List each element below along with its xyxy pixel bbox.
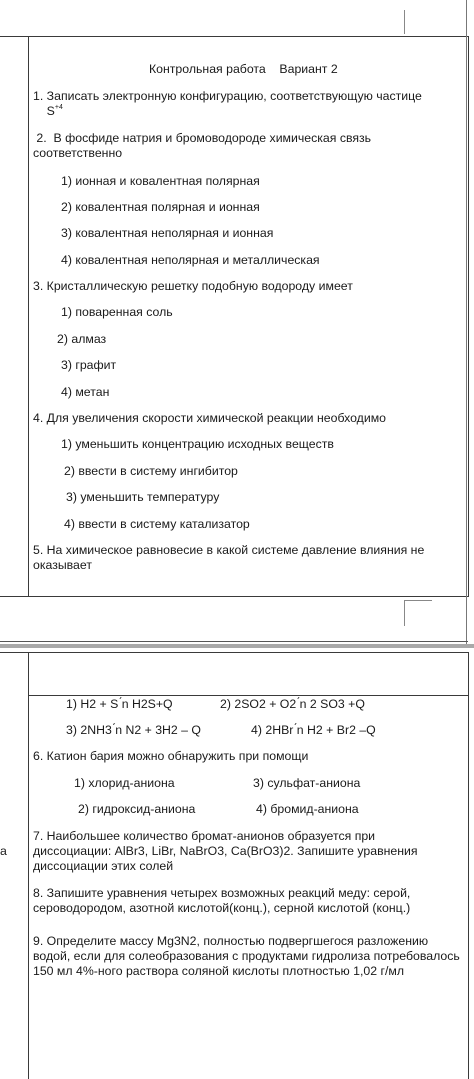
right-border xyxy=(468,652,469,1079)
q3-option-2: 2) алмаз xyxy=(57,332,107,346)
top-border xyxy=(0,652,468,653)
q4-option-4: 4) ввести в систему катализатор xyxy=(64,517,250,531)
q4-option-3: 3) уменьшить температуру xyxy=(66,490,220,504)
left-border xyxy=(28,652,29,1079)
corner-mark-bottom-v xyxy=(404,600,405,626)
question-1-ion: S xyxy=(46,104,55,118)
question-5: 5. На химическое равновесие в какой системе давление влияния не оказывает xyxy=(33,543,425,572)
q3-option-4: 4) метан xyxy=(61,385,110,399)
q2-option-2: 2) ковалентная полярная и ионная xyxy=(61,200,260,214)
right-border xyxy=(468,36,469,597)
q3-option-1: 1) поваренная соль xyxy=(61,305,173,319)
corner-mark-bottom-h xyxy=(404,600,432,601)
q4-option-1: 1) уменьшить концентрацию исходных веществ xyxy=(61,437,334,451)
bottom-border xyxy=(0,596,468,597)
question-1 xyxy=(33,89,423,119)
question-6: 6. Катион бария можно обнаружить при помощи xyxy=(33,749,309,763)
question-7: 7. Наибольшее количество бромат-анионов образуется при диссоциации: AlBr3, LiBr, NaBrO3, Ca(BrO3)2. Запишите уравнения диссоциации этих солей xyxy=(33,829,418,873)
margin-fragment: а xyxy=(0,844,7,858)
question-8: 8. Запишите уравнения четырех возможных реакций меду: серой, сероводородом, азотной кислотой(конц.), серной кислотой (конц.) xyxy=(33,886,411,915)
worksheet-page-2 xyxy=(0,648,474,1079)
q3-option-3: 3) графит xyxy=(61,358,117,372)
q6-option-4: 4) бромид-аниона xyxy=(256,802,359,816)
q5-option-3: 3) 2NH3 ́n N2 + 3H2 – Q xyxy=(66,723,201,737)
q4-option-2: 2) ввести в систему ингибитор xyxy=(64,464,238,478)
corner-mark-top xyxy=(404,10,405,34)
q2-option-3: 3) ковалентная неполярная и ионная xyxy=(61,226,274,240)
sheet-right-edge xyxy=(466,0,467,644)
row-border xyxy=(28,695,468,696)
q5-option-2: 2) 2SO2 + O2 ́n 2 SO3 +Q xyxy=(220,697,365,711)
q2-option-4: 4) ковалентная неполярная и металлическая xyxy=(61,253,320,267)
q2-option-1: 1) ионная и ковалентная полярная xyxy=(61,174,260,188)
q6-option-1: 1) хлорид-аниона xyxy=(74,776,175,790)
top-border xyxy=(0,36,468,37)
page-edge-bottom xyxy=(0,641,468,642)
q5-option-1: 1) H2 + S ́n H2S+Q xyxy=(66,697,173,711)
question-2: 2. В фосфиде натрия и бромоводороде химическая связь соответственно xyxy=(33,131,375,160)
question-3: 3. Кристаллическую решетку подобную водороду имеет xyxy=(33,279,353,293)
left-border xyxy=(28,36,29,597)
question-1-text: 1. Записать электронную конфигурацию, соответствующую частице xyxy=(33,89,422,103)
page-title: Контрольная работа Вариант 2 xyxy=(149,62,338,76)
q6-option-2: 2) гидроксид-аниона xyxy=(78,802,196,816)
question-1-charge: +4 xyxy=(54,104,63,111)
question-9: 9. Определите массу Mg3N2, полностью подвергшегося разложению водой, если для солеобразования с продуктами гидролиза потребовалось 150 мл 4%-ного раствора соляной кислоты плотностью 1,02 г/мл xyxy=(33,934,460,978)
question-4: 4. Для увеличения скорости химической реакции необходимо xyxy=(33,411,386,425)
q6-option-3: 3) сульфат-аниона xyxy=(253,776,361,790)
q5-option-4: 4) 2HBr ́n H2 + Br2 –Q xyxy=(251,723,376,737)
